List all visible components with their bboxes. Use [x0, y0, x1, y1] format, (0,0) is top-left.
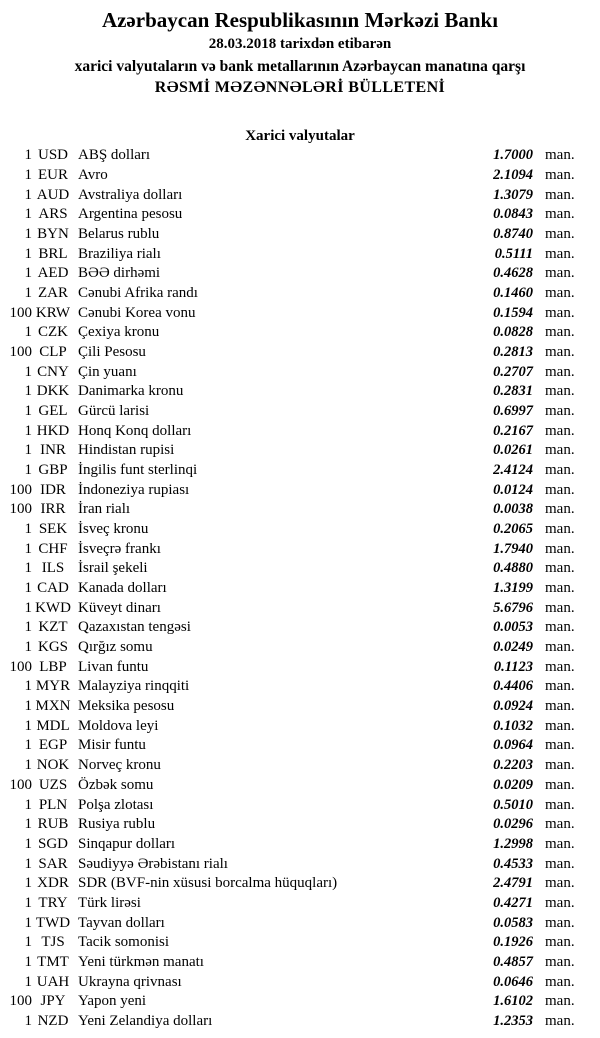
- rate-row: [0, 736, 600, 756]
- rate-cell: 0.4533: [493, 855, 533, 872]
- page-title: Azərbaycan Respublikasının Mərkəzi Bankı: [101, 8, 499, 32]
- unit-cell: man.: [545, 639, 575, 656]
- code-cell: TMT: [37, 953, 69, 970]
- qty-cell: 1: [24, 875, 32, 892]
- rate-row: [0, 166, 600, 186]
- rate-row: [0, 795, 600, 815]
- rate-row: [0, 933, 600, 953]
- rate-cell: 0.1460: [493, 285, 533, 302]
- name-cell: İndoneziya rupiası: [78, 481, 190, 498]
- name-cell: Moldova leyi: [78, 717, 159, 734]
- qty-cell: 100: [9, 344, 32, 361]
- name-cell: Küveyt dinarı: [78, 599, 161, 616]
- code-cell: NOK: [36, 757, 70, 774]
- unit-cell: man.: [545, 560, 575, 577]
- qty-cell: 1: [24, 206, 32, 223]
- rate-row: [0, 815, 600, 835]
- name-cell: Özbək somu: [78, 776, 154, 793]
- qty-cell: 1: [24, 540, 32, 557]
- code-cell: KZT: [38, 619, 68, 636]
- rate-row: [0, 677, 600, 697]
- code-cell: KRW: [35, 304, 71, 321]
- rates-table: [0, 146, 600, 1031]
- rate-cell: 0.0038: [493, 501, 533, 518]
- code-cell: CHF: [38, 540, 68, 557]
- name-cell: Malayziya rinqqiti: [78, 678, 190, 695]
- subtitle-line: xarici valyutaların və bank metallarının Azərbaycan manatına qarşı: [74, 58, 526, 75]
- name-cell: Yapon yeni: [78, 993, 147, 1010]
- qty-cell: 1: [24, 363, 32, 380]
- name-cell: Hindistan rupisi: [78, 442, 175, 459]
- unit-cell: man.: [545, 914, 575, 931]
- unit-cell: man.: [545, 324, 575, 341]
- rate-cell: 0.0828: [493, 324, 533, 341]
- qty-cell: 1: [24, 599, 32, 616]
- rate-cell: 0.0209: [493, 776, 533, 793]
- qty-cell: 1: [24, 285, 32, 302]
- rate-row: [0, 697, 600, 717]
- rate-cell: 0.1594: [493, 304, 533, 321]
- code-cell: SEK: [38, 521, 68, 538]
- name-cell: Avro: [78, 167, 108, 183]
- rate-cell: 0.0124: [493, 481, 533, 498]
- rate-row: [0, 894, 600, 914]
- rate-cell: 1.3199: [493, 580, 533, 597]
- unit-cell: man.: [545, 599, 575, 616]
- rate-row: [0, 835, 600, 855]
- qty-cell: 1: [24, 265, 32, 282]
- code-cell: TWD: [35, 914, 71, 931]
- rate-cell: 0.0249: [493, 639, 533, 656]
- name-cell: Sinqapur dolları: [78, 835, 176, 852]
- rate-row: [0, 480, 600, 500]
- rate-cell: 0.4628: [493, 265, 533, 282]
- unit-cell: man.: [545, 816, 575, 833]
- rate-row: [0, 264, 600, 284]
- name-cell: Yeni türkmən manatı: [78, 953, 204, 970]
- qty-cell: 1: [24, 757, 32, 774]
- rate-cell: 0.1926: [493, 934, 533, 951]
- rate-cell: 0.0843: [493, 206, 533, 223]
- name-cell: ABŞ dolları: [78, 147, 151, 164]
- qty-cell: 1: [24, 226, 32, 243]
- name-cell: İsrail şekeli: [78, 560, 148, 577]
- qty-cell: 1: [24, 167, 32, 183]
- rate-cell: 1.2998: [493, 835, 533, 852]
- unit-cell: man.: [545, 796, 575, 813]
- qty-cell: 1: [24, 462, 32, 479]
- rate-cell: 0.1032: [493, 717, 533, 734]
- rate-row: [0, 598, 600, 618]
- code-cell: CNY: [37, 363, 69, 380]
- code-cell: ARS: [38, 206, 68, 223]
- code-cell: XDR: [37, 875, 69, 892]
- rate-row: [0, 185, 600, 205]
- name-cell: SDR (BVF-nin xüsusi borcalma hüquqları): [78, 875, 338, 892]
- unit-cell: man.: [545, 658, 575, 675]
- unit-cell: man.: [545, 501, 575, 518]
- rate-cell: 0.0296: [493, 816, 533, 833]
- qty-cell: 1: [24, 973, 32, 990]
- unit-cell: man.: [545, 363, 575, 380]
- code-cell: INR: [40, 442, 66, 459]
- rate-cell: 0.0583: [493, 914, 533, 931]
- unit-cell: man.: [545, 304, 575, 321]
- rate-cell: 1.3079: [493, 186, 533, 203]
- unit-cell: man.: [545, 678, 575, 695]
- unit-cell: man.: [545, 403, 575, 420]
- rate-cell: 0.5010: [493, 796, 533, 813]
- qty-cell: 1: [24, 521, 32, 538]
- name-cell: Norveç kronu: [78, 757, 161, 774]
- unit-cell: man.: [545, 934, 575, 951]
- rate-row: [0, 559, 600, 579]
- qty-cell: 100: [9, 776, 32, 793]
- code-cell: CLP: [39, 344, 67, 361]
- rate-cell: 0.1123: [493, 658, 533, 675]
- rate-row: [0, 913, 600, 933]
- rate-row: [0, 421, 600, 441]
- name-cell: Qırğız somu: [78, 639, 153, 656]
- unit-cell: man.: [545, 737, 575, 754]
- rate-row: [0, 657, 600, 677]
- unit-cell: man.: [545, 835, 575, 852]
- qty-cell: 1: [24, 796, 32, 813]
- unit-cell: man.: [545, 776, 575, 793]
- effective-date-line: 28.03.2018 tarixdən etibarən: [208, 36, 392, 52]
- qty-cell: 1: [24, 816, 32, 833]
- name-cell: Qazaxıstan tengəsi: [78, 619, 191, 636]
- rate-row: [0, 362, 600, 382]
- rate-cell: 0.2065: [493, 521, 533, 538]
- rate-cell: 0.2203: [493, 757, 533, 774]
- qty-cell: 1: [24, 619, 32, 636]
- unit-cell: man.: [545, 953, 575, 970]
- code-cell: MXN: [35, 698, 71, 715]
- code-cell: CAD: [37, 580, 69, 597]
- unit-cell: man.: [545, 285, 575, 302]
- code-cell: USD: [37, 147, 68, 164]
- name-cell: Avstraliya dolları: [78, 186, 183, 203]
- rate-row: [0, 441, 600, 461]
- rate-row: [0, 284, 600, 304]
- rate-row: [0, 500, 600, 520]
- unit-cell: man.: [545, 855, 575, 872]
- qty-cell: 1: [24, 894, 32, 911]
- rate-cell: 1.7940: [493, 540, 533, 557]
- section-title-foreign-currencies: Xarici valyutalar: [245, 128, 355, 144]
- unit-cell: man.: [545, 973, 575, 990]
- qty-cell: 1: [24, 403, 32, 420]
- code-cell: DKK: [36, 383, 70, 400]
- qty-cell: 1: [24, 953, 32, 970]
- qty-cell: 100: [9, 658, 32, 675]
- qty-cell: 1: [24, 324, 32, 341]
- rate-row: [0, 1012, 600, 1032]
- name-cell: Çexiya kronu: [78, 324, 160, 341]
- rate-row: [0, 972, 600, 992]
- qty-cell: 1: [24, 560, 32, 577]
- code-cell: SAR: [38, 855, 68, 872]
- code-cell: BYN: [37, 226, 69, 243]
- name-cell: Ukrayna qrivnası: [78, 973, 182, 990]
- unit-cell: man.: [545, 580, 575, 597]
- unit-cell: man.: [545, 383, 575, 400]
- qty-cell: 1: [24, 698, 32, 715]
- code-cell: UAH: [36, 973, 70, 990]
- name-cell: Səudiyyə Ərəbistanı rialı: [78, 855, 228, 872]
- rate-cell: 1.6102: [493, 993, 533, 1010]
- rate-row: [0, 756, 600, 776]
- name-cell: Çin yuanı: [78, 363, 137, 380]
- code-cell: GEL: [38, 403, 68, 420]
- unit-cell: man.: [545, 717, 575, 734]
- unit-cell: man.: [545, 1012, 575, 1029]
- rate-row: [0, 323, 600, 343]
- unit-cell: man.: [545, 245, 575, 262]
- code-cell: EGP: [38, 737, 68, 754]
- rate-cell: 2.1094: [493, 167, 533, 183]
- code-cell: CZK: [38, 324, 68, 341]
- rate-cell: 0.4406: [493, 678, 533, 695]
- code-cell: MDL: [36, 717, 70, 734]
- code-cell: EUR: [38, 167, 68, 183]
- qty-cell: 100: [9, 501, 32, 518]
- unit-cell: man.: [545, 894, 575, 911]
- unit-cell: man.: [545, 993, 575, 1010]
- qty-cell: 100: [9, 304, 32, 321]
- code-cell: BRL: [38, 245, 68, 262]
- name-cell: Çili Pesosu: [78, 344, 146, 361]
- name-cell: Misir funtu: [78, 737, 146, 754]
- rate-row: [0, 244, 600, 264]
- rate-cell: 2.4791: [493, 875, 533, 892]
- rate-row: [0, 716, 600, 736]
- unit-cell: man.: [545, 875, 575, 892]
- unit-cell: man.: [545, 481, 575, 498]
- code-cell: TJS: [41, 934, 65, 951]
- name-cell: Tayvan dolları: [78, 914, 165, 931]
- rate-row: [0, 461, 600, 481]
- code-cell: ILS: [41, 560, 65, 577]
- unit-cell: man.: [545, 462, 575, 479]
- qty-cell: 1: [24, 1012, 32, 1029]
- rate-cell: 2.4124: [493, 462, 533, 479]
- qty-cell: 1: [24, 186, 32, 203]
- code-cell: SGD: [37, 835, 68, 852]
- code-cell: AUD: [36, 186, 70, 203]
- unit-cell: man.: [545, 265, 575, 282]
- rate-row: [0, 146, 600, 166]
- qty-cell: 1: [24, 717, 32, 734]
- name-cell: Meksika pesosu: [78, 698, 175, 715]
- qty-cell: 1: [24, 639, 32, 656]
- rate-cell: 1.7000: [493, 147, 533, 164]
- name-cell: İngilis funt sterlinqi: [78, 462, 198, 479]
- code-cell: ZAR: [38, 285, 68, 302]
- rate-row: [0, 225, 600, 245]
- name-cell: Kanada dolları: [78, 580, 167, 597]
- name-cell: Honq Konq dolları: [78, 422, 192, 439]
- bulletin-header: [0, 0, 600, 99]
- code-cell: PLN: [38, 796, 68, 813]
- code-cell: MYR: [35, 678, 71, 695]
- rate-row: [0, 618, 600, 638]
- name-cell: BƏƏ dirhəmi: [78, 265, 161, 282]
- rate-row: [0, 579, 600, 599]
- rate-row: [0, 874, 600, 894]
- qty-cell: 1: [24, 934, 32, 951]
- qty-cell: 1: [24, 245, 32, 262]
- qty-cell: 1: [24, 422, 32, 439]
- name-cell: İsveç kronu: [78, 521, 149, 538]
- rate-cell: 0.2831: [493, 383, 533, 400]
- rate-row: [0, 205, 600, 225]
- rate-row: [0, 776, 600, 796]
- name-cell: Cənubi Korea vonu: [78, 304, 196, 321]
- code-cell: GBP: [38, 462, 68, 479]
- code-cell: IDR: [40, 481, 66, 498]
- unit-cell: man.: [545, 757, 575, 774]
- unit-cell: man.: [545, 226, 575, 243]
- rate-cell: 0.6997: [493, 403, 533, 420]
- name-cell: Rusiya rublu: [78, 816, 156, 833]
- unit-cell: man.: [545, 698, 575, 715]
- rate-cell: 0.4271: [493, 894, 533, 911]
- rate-cell: 0.2707: [493, 363, 533, 380]
- qty-cell: 1: [24, 835, 32, 852]
- name-cell: Belarus rublu: [78, 226, 160, 243]
- code-cell: JPY: [40, 993, 66, 1010]
- qty-cell: 1: [24, 678, 32, 695]
- name-cell: Polşa zlotası: [78, 796, 154, 813]
- name-cell: Argentina pesosu: [78, 206, 183, 223]
- rate-row: [0, 539, 600, 559]
- unit-cell: man.: [545, 422, 575, 439]
- name-cell: Yeni Zelandiya dolları: [78, 1012, 213, 1029]
- rate-row: [0, 382, 600, 402]
- rate-cell: 0.5111: [494, 245, 533, 262]
- rate-row: [0, 343, 600, 363]
- unit-cell: man.: [545, 540, 575, 557]
- code-cell: IRR: [40, 501, 66, 518]
- code-cell: HKD: [36, 422, 70, 439]
- name-cell: Danimarka kronu: [78, 383, 184, 400]
- rate-row: [0, 992, 600, 1012]
- name-cell: Tacik somonisi: [78, 934, 170, 951]
- qty-cell: 100: [9, 993, 32, 1010]
- name-cell: Braziliya rialı: [78, 245, 161, 262]
- unit-cell: man.: [545, 442, 575, 459]
- rate-cell: 0.0964: [493, 737, 533, 754]
- rate-cell: 0.0261: [493, 442, 533, 459]
- name-cell: İran rialı: [78, 501, 131, 518]
- rate-cell: 0.8740: [493, 226, 533, 243]
- unit-cell: man.: [545, 521, 575, 538]
- code-cell: LBP: [39, 658, 67, 675]
- name-cell: İsveçrə frankı: [78, 540, 161, 557]
- unit-cell: man.: [545, 186, 575, 203]
- qty-cell: 1: [24, 147, 32, 164]
- name-cell: Gürcü larisi: [78, 403, 150, 420]
- rate-cell: 0.4857: [493, 953, 533, 970]
- qty-cell: 1: [24, 737, 32, 754]
- qty-cell: 1: [24, 855, 32, 872]
- rate-row: [0, 303, 600, 323]
- name-cell: Livan funtu: [78, 658, 149, 675]
- code-cell: KWD: [35, 599, 71, 616]
- rate-cell: 0.0053: [493, 619, 533, 636]
- rate-cell: 0.0924: [493, 698, 533, 715]
- rate-cell: 1.2353: [493, 1012, 533, 1029]
- code-cell: UZS: [38, 776, 68, 793]
- name-cell: Cənubi Afrika randı: [78, 285, 198, 302]
- rate-cell: 0.2813: [493, 344, 533, 361]
- rate-cell: 0.2167: [493, 422, 533, 439]
- qty-cell: 1: [24, 580, 32, 597]
- unit-cell: man.: [545, 167, 575, 183]
- qty-cell: 1: [24, 383, 32, 400]
- rate-cell: 0.4880: [493, 560, 533, 577]
- rate-row: [0, 520, 600, 540]
- rate-cell: 5.6796: [493, 599, 533, 616]
- rate-cell: 0.0646: [493, 973, 533, 990]
- code-cell: KGS: [37, 639, 68, 656]
- bulletin-title-line: RƏSMİ MƏZƏNNƏLƏRİ BÜLLETENİ: [154, 79, 446, 96]
- qty-cell: 100: [9, 481, 32, 498]
- code-cell: NZD: [37, 1012, 69, 1029]
- qty-cell: 1: [24, 442, 32, 459]
- unit-cell: man.: [545, 206, 575, 223]
- code-cell: AED: [37, 265, 69, 282]
- unit-cell: man.: [545, 147, 575, 164]
- rate-row: [0, 953, 600, 973]
- rate-row: [0, 854, 600, 874]
- rate-row: [0, 638, 600, 658]
- qty-cell: 1: [24, 914, 32, 931]
- rate-row: [0, 402, 600, 422]
- unit-cell: man.: [545, 619, 575, 636]
- code-cell: RUB: [37, 816, 69, 833]
- name-cell: Türk lirəsi: [78, 894, 141, 911]
- code-cell: TRY: [38, 894, 68, 911]
- unit-cell: man.: [545, 344, 575, 361]
